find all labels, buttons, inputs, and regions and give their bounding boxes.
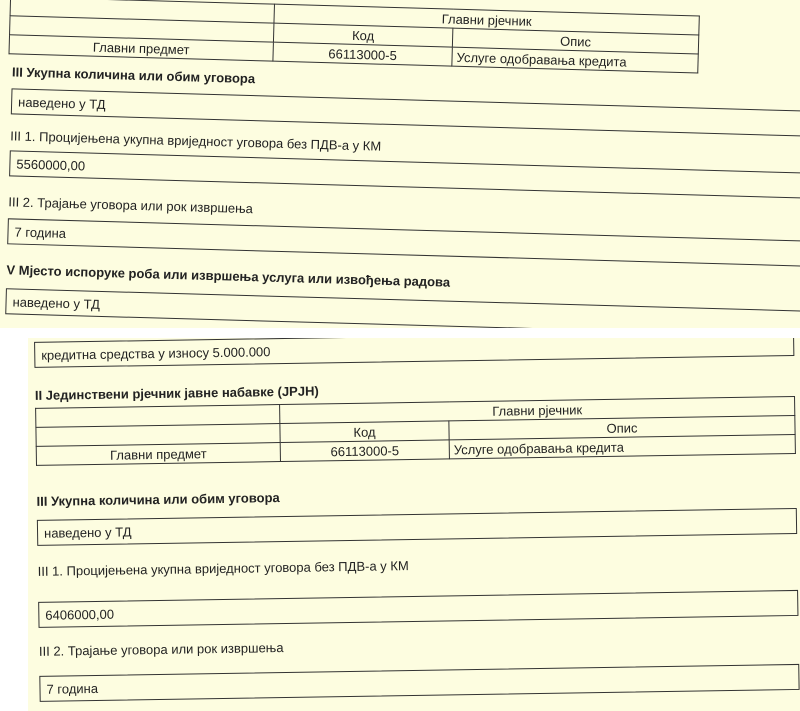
duration-value: 7 година — [46, 680, 99, 697]
quantity-value-box — [37, 508, 797, 546]
quantity-heading: III Укупна количина или обим уговора — [11, 64, 256, 87]
value-value-box — [9, 150, 800, 198]
table-col-desc: Опис — [449, 415, 795, 439]
value-heading: III 1. Процијењена укупна вриједност уговора без ПДВ-а у КМ — [10, 128, 382, 154]
table-row-label: Главни предмет — [36, 443, 280, 466]
table-col-code: Код — [273, 23, 452, 47]
quantity-heading: III Укупна количина или обим уговора — [36, 490, 280, 509]
place-value: наведено у ТД — [12, 293, 101, 312]
estimated-value: 6406000,00 — [45, 606, 115, 623]
duration-value: 7 година — [14, 223, 67, 241]
table-code-value: 66113000-5 — [280, 440, 449, 462]
table-group-header: Главни рјечник — [274, 4, 699, 35]
duration-heading: III 2. Трајање уговора или рок извршења — [38, 640, 284, 659]
jrjn-heading: II Јединствени рјечник јавне набавке (ЈРЈН) — [34, 383, 319, 403]
scan-fragment-bottom — [28, 338, 800, 711]
duration-heading: III 2. Трајање уговора или рок извршења — [8, 194, 254, 217]
table-code-value: 66113000-5 — [273, 42, 452, 66]
place-value-box — [5, 288, 800, 328]
value-value-box — [38, 590, 798, 628]
duration-value-box — [7, 218, 800, 266]
table-group-header: Главни рјечник — [280, 396, 795, 423]
table-desc-value: Услуге одобравања кредита — [452, 47, 698, 73]
table-row-label: Главни предмет — [9, 35, 273, 61]
estimated-value: 5560000,00 — [16, 156, 86, 173]
value-heading: III 1. Процијењена укупна вриједност уговора без ПДВ-а у КМ — [37, 558, 409, 579]
place-heading: V Мјесто испоруке роба или извршења услуга или извођења радова — [6, 262, 451, 290]
quantity-value-box — [11, 88, 800, 136]
duration-value-box — [39, 664, 799, 702]
quantity-value: наведено у ТД — [43, 523, 132, 541]
credit-amount-value: кредитна средства у износу 5.000.000 — [41, 343, 271, 363]
scan-fragment-top — [0, 0, 800, 328]
vocabulary-table — [8, 0, 699, 74]
table-desc-value: Услуге одобравања кредита — [449, 434, 795, 458]
table-col-desc: Опис — [452, 28, 698, 54]
prev-value-box — [34, 338, 794, 368]
quantity-value: наведено у ТД — [17, 94, 106, 112]
table-col-code: Код — [280, 421, 449, 443]
vocabulary-table — [35, 396, 796, 466]
